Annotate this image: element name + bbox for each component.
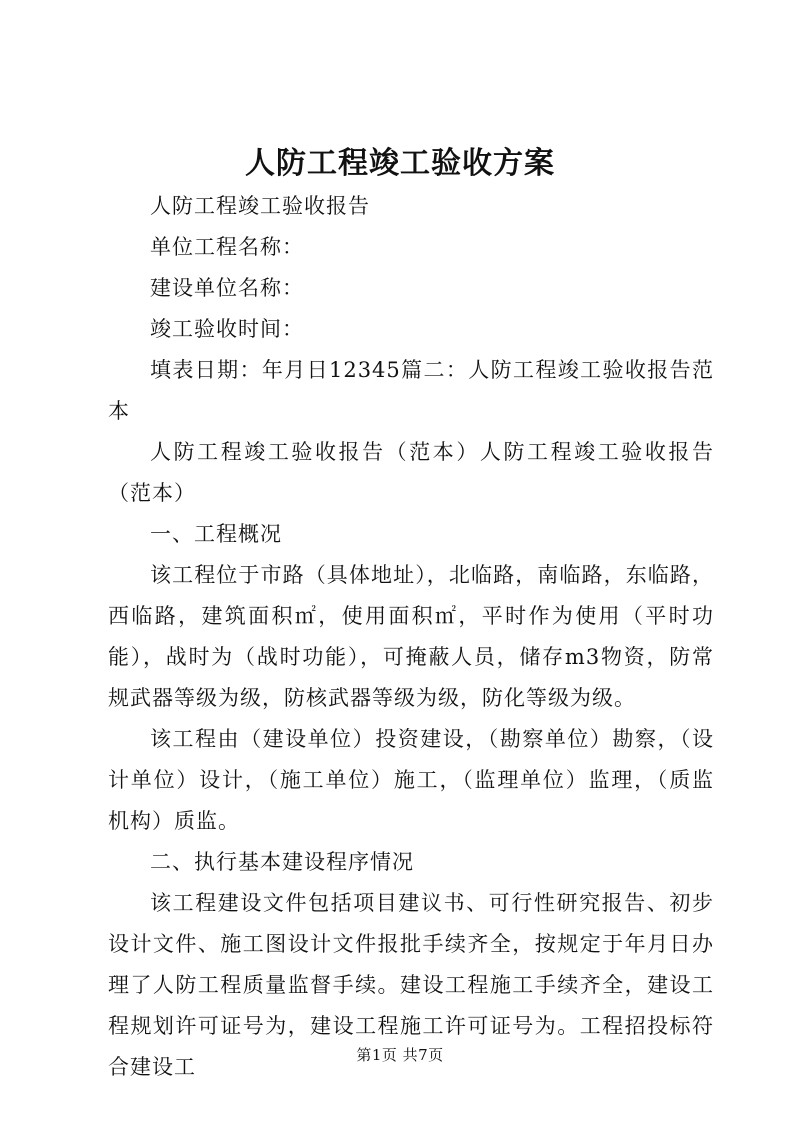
- paragraph-unit-project-name: 单位工程名称：: [150, 235, 304, 259]
- document-body: [108, 186, 714, 1088]
- section-heading-procedure: 二、执行基本建设程序情况: [150, 850, 414, 874]
- paragraph-construction-unit-name: 建设单位名称：: [150, 276, 304, 300]
- paragraph-overview-parties: 该工程由（建设单位）投资建设，（勘察单位）勘察，（设计单位）设计，（施工单位）施工，（监理单位）监理，（质监机构）质监。: [108, 727, 714, 833]
- paragraph-report-template: 人防工程竣工验收报告（范本）人防工程竣工验收报告（范本）: [108, 440, 714, 505]
- page-footer: 第1页 共7页: [356, 1046, 444, 1064]
- section-heading-overview: 一、工程概况: [150, 522, 282, 546]
- paragraph-overview-location: 该工程位于市路（具体地址），北临路，南临路，东临路，西临路，建筑面积㎡，使用面积㎡，平时作为使用（平时功能），战时为（战时功能），可掩蔽人员，储存m3物资，防常规武器等级为级，防核武器等级为级，防化等级为级。: [108, 563, 714, 710]
- paragraph-fill-date: 填表日期：年月日12345篇二：人防工程竣工验收报告范本: [108, 358, 714, 423]
- paragraph-procedure-details: 该工程建设文件包括项目建议书、可行性研究报告、初步设计文件、施工图设计文件报批手续齐全，按规定于年月日办理了人防工程质量监督手续。建设工程施工手续齐全，建设工程规划许可证号为，建设工程施工许可证号为。工程招投标符合建设工: [108, 891, 714, 1079]
- paragraph-report-title: 人防工程竣工验收报告: [150, 194, 370, 218]
- document-title: 人防工程竣工验收方案: [245, 146, 555, 181]
- paragraph-acceptance-time: 竣工验收时间：: [150, 317, 304, 341]
